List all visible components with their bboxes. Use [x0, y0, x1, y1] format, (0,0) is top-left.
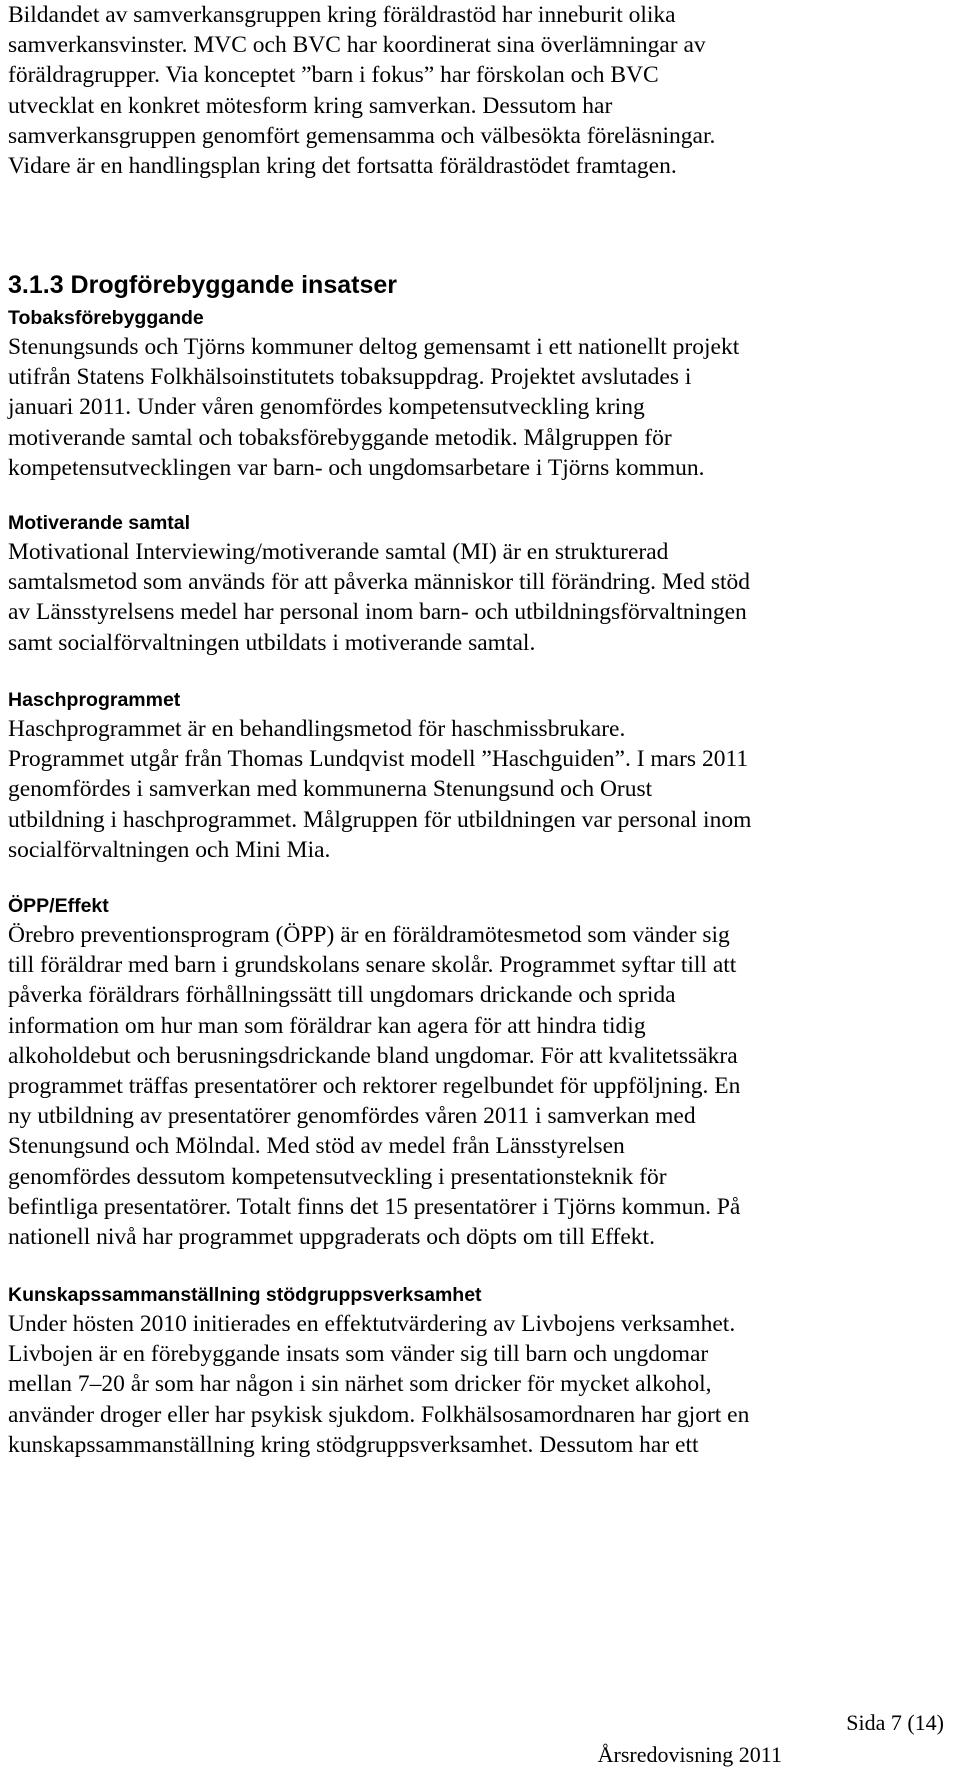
body-line: samtalsmetod som används för att påverka människor till förändring. Med stöd	[8, 569, 751, 596]
subsection-heading: Haschprogrammet	[8, 689, 181, 711]
body-line: januari 2011. Under våren genomfördes kompetensutveckling kring	[8, 394, 645, 421]
subsection-heading: Motiverande samtal	[8, 512, 191, 534]
body-line: till föräldrar med barn i grundskolans senare skolår. Programmet syftar till att	[8, 952, 737, 979]
body-line: Programmet utgår från Thomas Lundqvist modell ”Haschguiden”. I mars 2011	[8, 746, 749, 773]
body-line: Örebro preventionsprogram (ÖPP) är en föräldramötesmetod som vänder sig	[8, 922, 730, 948]
subsection-body	[8, 537, 750, 658]
body-line: utbildning i haschprogrammet. Målgruppen för utbildningen var personal inom	[8, 806, 752, 833]
subsection-heading: Kunskapssammanställning stödgruppsverksamhet	[8, 1284, 482, 1306]
intro-line: samverkansgruppen genomfört gemensamma och välbesökta föreläsningar.	[8, 122, 716, 149]
page-number: Sida 7 (14)	[846, 1710, 944, 1735]
subsection-opp-effekt	[8, 892, 740, 1252]
subsection-haschprogrammet	[8, 686, 751, 865]
subsection-body	[8, 1309, 749, 1460]
body-line: befintliga presentatörer. Totalt finns det 15 presentatörer i Tjörns kommun. På	[8, 1193, 741, 1220]
body-line: Haschprogrammet är en behandlingsmetod för haschmissbrukare.	[8, 716, 626, 742]
intro-line: Vidare är en handlingsplan kring det fortsatta föräldrastödet framtagen.	[8, 153, 677, 180]
body-line: programmet träffas presentatörer och rektorer regelbundet för uppföljning. En	[8, 1073, 741, 1100]
body-line: Stenungsunds och Tjörns kommuner deltog gemensamt i ett nationellt projekt	[8, 334, 740, 360]
body-line: ny utbildning av presentatörer genomfördes våren 2011 i samverkan med	[8, 1103, 696, 1130]
body-line: motiverande samtal och tobaksförebyggande metodik. Målgruppen för	[8, 424, 672, 451]
intro-line: utvecklat en konkret mötesform kring samverkan. Dessutom har	[8, 92, 613, 119]
subsection-body	[8, 714, 751, 865]
subsection-body	[8, 920, 740, 1252]
body-line: information om hur man som föräldrar kan agera för att hindra tidig	[8, 1012, 646, 1039]
body-line: nationell nivå har programmet uppgraderats och döpts om till Effekt.	[8, 1224, 655, 1251]
intro-line: föräldragrupper. Via konceptet ”barn i fokus” har förskolan och BVC	[8, 62, 659, 89]
subsection-tobaksforebyggande	[8, 304, 739, 483]
body-line: samt socialförvaltningen utbildats i motiverande samtal.	[8, 629, 536, 656]
subsection-body	[8, 332, 739, 483]
body-line: socialförvaltningen och Mini Mia.	[8, 836, 331, 863]
subsection-heading: Tobaksförebyggande	[8, 307, 204, 329]
body-line: Livbojen är en förebyggande insats som vänder sig till barn och ungdomar	[8, 1341, 709, 1368]
body-line: av Länsstyrelsens medel har personal inom barn- och utbildningsförvaltningen	[8, 599, 747, 626]
body-line: använder droger eller har psykisk sjukdom. Folkhälsosamordnaren har gjort en	[8, 1401, 750, 1428]
body-line: påverka föräldrars förhållningssätt till ungdomars drickande och sprida	[8, 982, 676, 1009]
intro-paragraph	[8, 0, 715, 181]
intro-line: Bildandet av samverkansgruppen kring föräldrastöd har inneburit olika	[8, 2, 676, 28]
body-line: kunskapssammanställning kring stödgruppsverksamhet. Dessutom har ett	[8, 1431, 699, 1458]
body-line: kompetensutvecklingen var barn- och ungdomsarbetare i Tjörns kommun.	[8, 454, 705, 481]
body-line: Under hösten 2010 initierades en effektutvärdering av Livbojens verksamhet.	[8, 1311, 736, 1337]
subsection-kunskapssammanstallning	[8, 1281, 749, 1460]
report-title: Årsredovisning 2011	[597, 1742, 782, 1767]
body-line: alkoholdebut och berusningsdrickande bland ungdomar. För att kvalitetssäkra	[8, 1042, 738, 1069]
body-line: genomfördes i samverkan med kommunerna Stenungsund och Orust	[8, 776, 653, 803]
body-line: mellan 7–20 år som har någon i sin närhet som dricker för mycket alkohol,	[8, 1371, 712, 1398]
subsection-motiverande-samtal	[8, 509, 750, 658]
section-title: 3.1.3 Drogförebyggande insatser	[8, 271, 398, 299]
body-line: genomfördes dessutom kompetensutveckling i presentationsteknik för	[8, 1163, 667, 1190]
body-line: Motivational Interviewing/motiverande samtal (MI) är en strukturerad	[8, 539, 669, 565]
subsection-heading: ÖPP/Effekt	[8, 895, 109, 917]
intro-line: samverkansvinster. MVC och BVC har koordinerat sina överlämningar av	[8, 32, 706, 59]
body-line: Stenungsund och Mölndal. Med stöd av medel från Länsstyrelsen	[8, 1133, 625, 1160]
body-line: utifrån Statens Folkhälsoinstitutets tobaksuppdrag. Projektet avslutades i	[8, 364, 692, 391]
